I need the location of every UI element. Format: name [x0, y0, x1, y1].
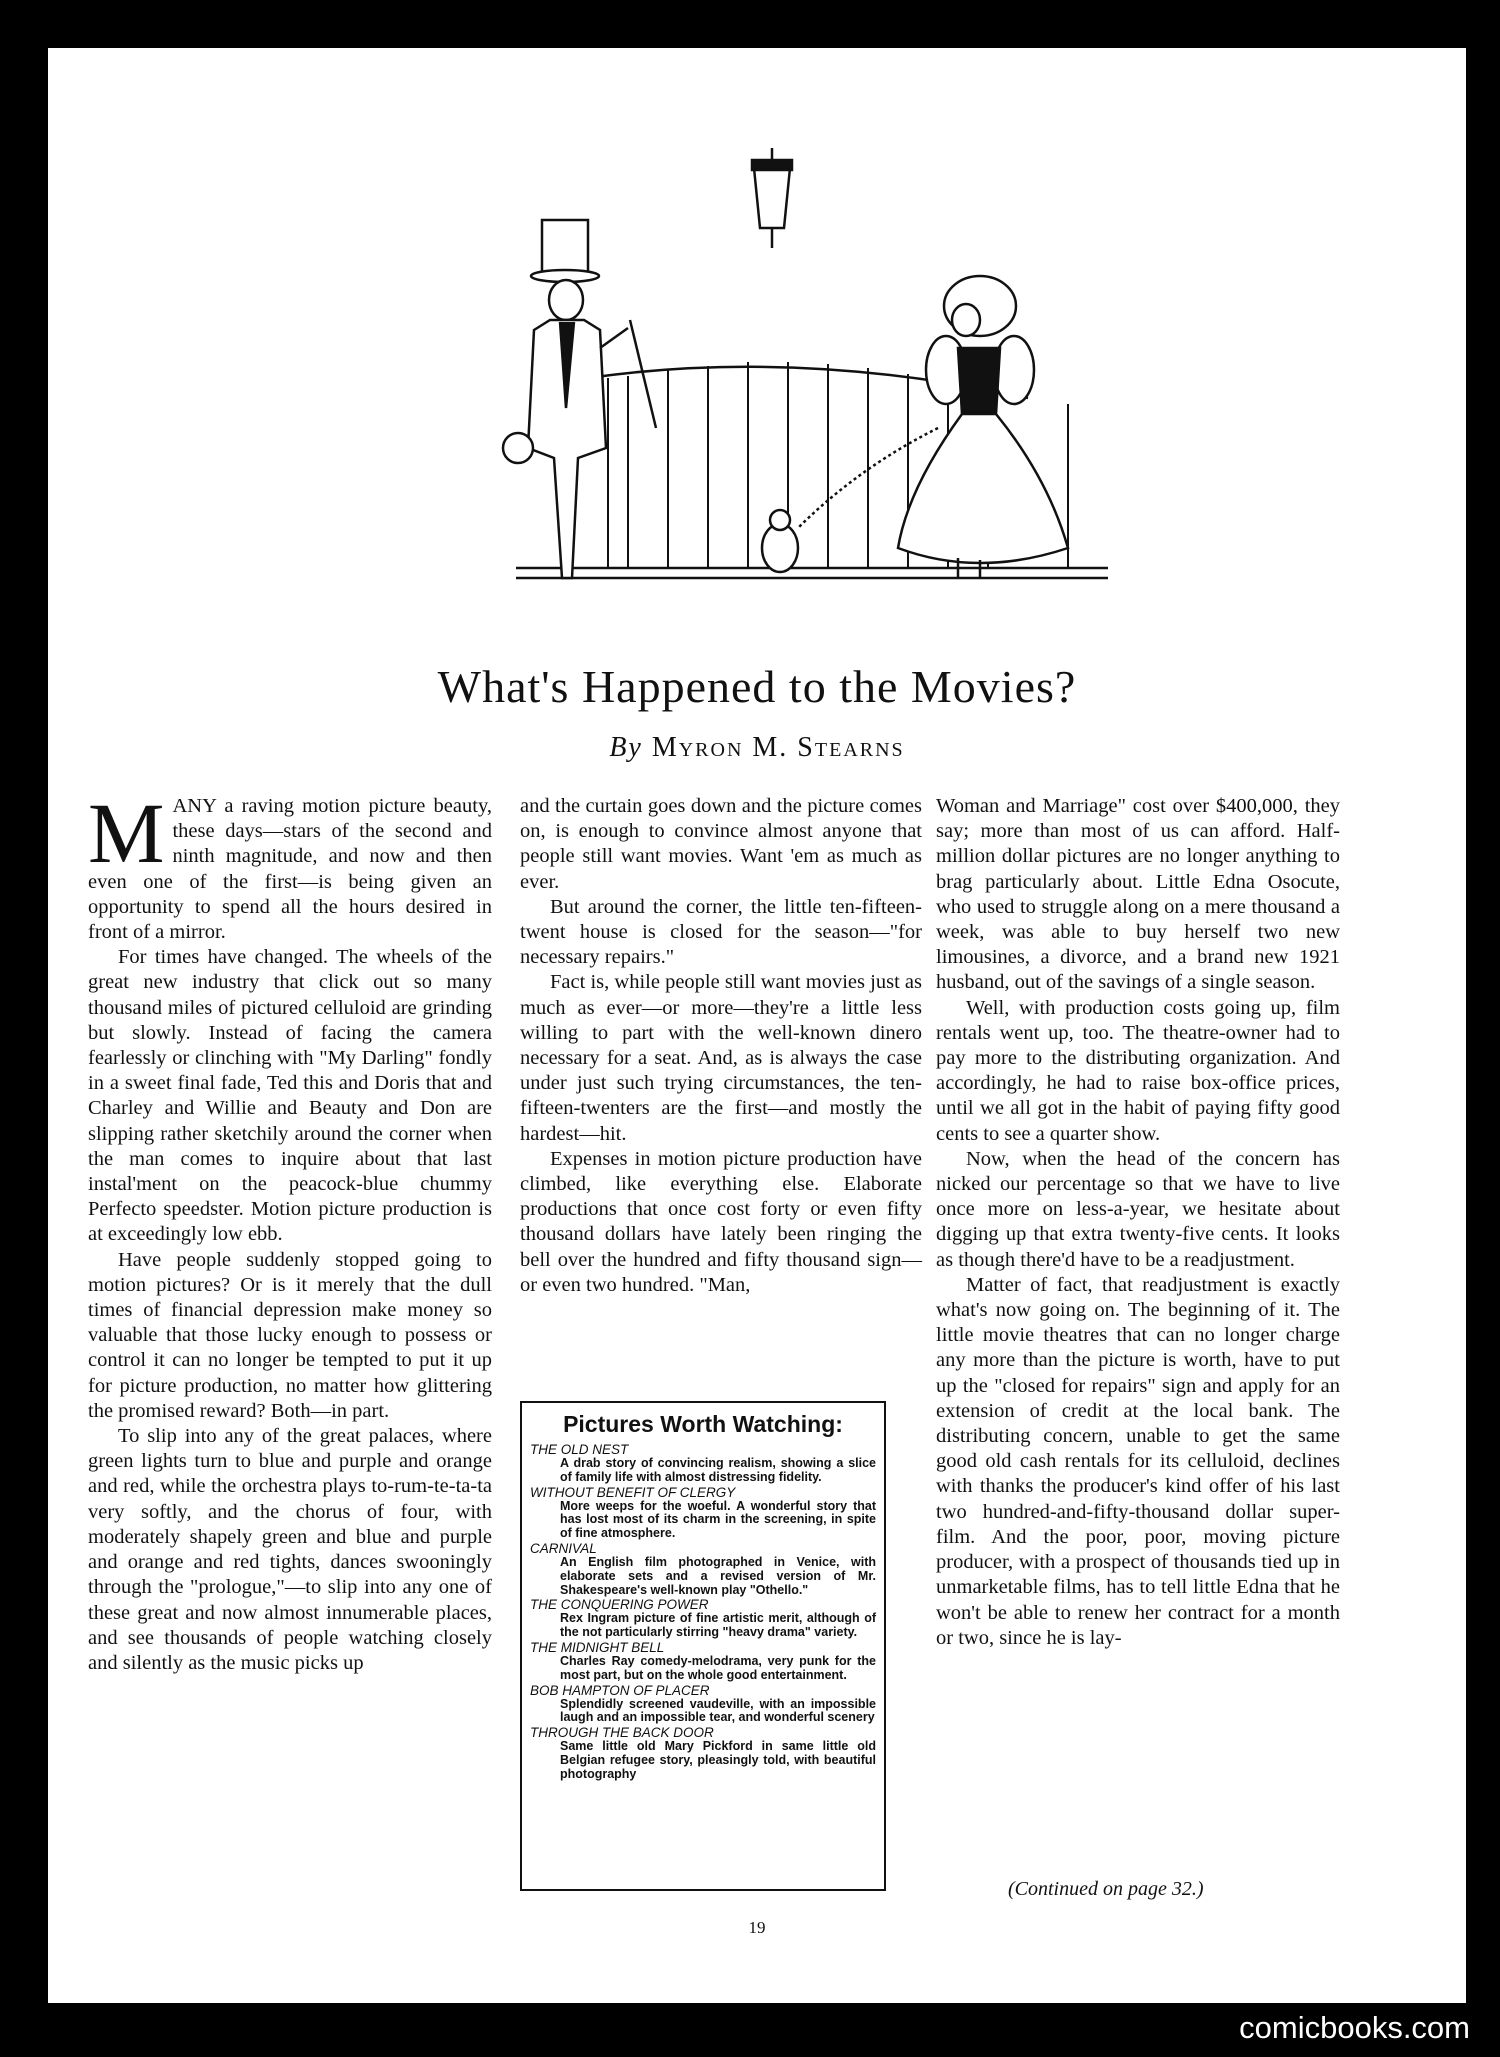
- dog-figure: [762, 510, 798, 572]
- byline-author: Myron M. Stearns: [651, 732, 905, 763]
- paragraph: Woman and Marriage" cost over $400,000, they say; more than most of us can afford. Half-million dollar pictures are no longer anything to brag particularly about. Little Edna Osocute, who used to struggle along on a mere thousand a week, was able to buy herself two new limousines, a divorce, and a brand new 1921 husband, out of the savings of a single season.: [936, 795, 1340, 994]
- magazine-page: [48, 48, 1466, 2003]
- paragraph: But around the corner, the little ten-fifteen-twent house is closed for the season—"for necessary repairs.": [520, 895, 922, 969]
- film-description: An English film photographed in Venice, with elaborate sets and a revised version of Mr. Shakespeare's well-known play "Othello.": [560, 1554, 876, 1597]
- paragraph: Fact is, while people still want movies just as much as ever—or more—they're a little less willing to part with the well-known dinero necessary for a seat. And, as is always the case under just such trying circumstances, the ten-fifteen-twenters are the first—and mostly the hardest—hit.: [520, 971, 922, 1145]
- sidebar-title: Pictures Worth Watching:: [563, 1411, 843, 1437]
- byline-prefix: By: [609, 732, 643, 763]
- paragraph: Have people suddenly stopped going to motion pictures? Or is it merely that the dull times of financial depression make money so valuable that those lucky enough to possess or control it can no longer be tempted to put it up for picture production, no matter how glittering the promised reward? Both—in part.: [88, 1248, 492, 1422]
- film-description: Same little old Mary Pickford in same little old Belgian refugee story, pleasingly told, with beautiful photography: [560, 1739, 876, 1781]
- paragraph: Now, when the head of the concern has nicked our percentage so that we have to live once more on less-a-year, we hesitate about digging up that extra twenty-five cents. It looks as though there'd have to be a readjustment.: [936, 1147, 1340, 1271]
- page-number: 19: [748, 1918, 766, 1937]
- text-column-1: [88, 785, 492, 1676]
- film-description: Charles Ray comedy-melodrama, very punk for the most part, but on the whole good entertainment.: [560, 1653, 876, 1682]
- film-description: Splendidly screened vaudeville, with an impossible laugh and an impossible tear, and wonderful scenery: [560, 1696, 876, 1725]
- film-description: A drab story of convincing realism, showing a slice of family life with almost distressing fidelity.: [560, 1456, 876, 1484]
- paragraph: and the curtain goes down and the picture comes on, is enough to convince almost anyone that people still want movies. Want 'em as much as ever.: [520, 795, 922, 893]
- film-title: THROUGH THE BACK DOOR: [530, 1725, 714, 1741]
- article-title: What's Happened to the Movies?: [437, 661, 1077, 712]
- paragraph: Well, with production costs going up, film rentals went up, too. The theatre-owner had to pay more to the distributing organization. And accordingly, he had to raise box-office prices, until we all got in the habit of paying fifty good cents to see a quarter show.: [936, 996, 1340, 1145]
- byline: [48, 732, 1466, 764]
- film-title: WITHOUT BENEFIT OF CLERGY: [530, 1484, 736, 1500]
- paragraph: For times have changed. The wheels of the great new industry that click out so many thousand miles of pictured celluloid are grinding but slowly. Instead of facing the camera fearlessly or clinching with "My Darling" fondly in a sweet final fade, Ted this and Doris that and Charley and Willie and Beauty and Don are slipping rather sketchily around the corner when the man comes to inquire about that last instal'ment on the peacock-blue chummy Perfecto speedster. Motion picture production is at exceedingly low ebb.: [88, 946, 492, 1246]
- paragraph: To slip into any of the great palaces, where green lights turn to blue and purple and orange and red, while the orchestra plays to-rum-te-ta-ta very softly, and the chorus of four, with moderately shapely green and blue and purple and orange and red tights, dances swooningly through the "prologue,"—to slip into any one of these great and now almost innumerable places, and see thousands of people watching closely and silently as the music picks up: [88, 1425, 492, 1674]
- paragraph: Expenses in motion picture production have climbed, like everything else. Elaborate productions that once cost forty or even fifty thousand dollars have lately been ringing the bell over the hundred and fifty thousand sign—or even two hundred. "Man,: [520, 1147, 922, 1296]
- drop-cap: M: [88, 785, 165, 881]
- woman-figure: [798, 276, 1068, 578]
- film-title: BOB HAMPTON OF PLACER: [530, 1682, 710, 1698]
- film-description: Rex Ingram picture of fine artistic merit, although of the not particularly stirring "heavy drama" variety.: [560, 1611, 876, 1640]
- continued-note: (Continued on page 32.): [1008, 1878, 1204, 1900]
- watermark: comicbooks.com: [1239, 2010, 1470, 2045]
- text-column-2: [520, 794, 922, 1298]
- lamp-icon: [752, 148, 792, 248]
- film-title: THE MIDNIGHT BELL: [530, 1639, 665, 1655]
- text-column-3: [936, 794, 1340, 1651]
- pictures-worth-watching-box: [520, 1401, 886, 1891]
- paragraph: Matter of fact, that readjustment is exactly what's now going on. The beginning of it. The little movie theatres that can no longer charge any more than the picture is worth, have to put up the "closed for repairs" sign and apply for an extension of credit at the local bank. The distributing concern, unable to get the same good old cash rentals for its celluloid, declines with thanks the producer's kind offer of his last two hundred-and-fifty-thousand dollar super-film. And the poor, poor, moving picture producer, with a prospect of thousands tied up in unmarketable films, has to tell little Edna that he won't be able to renew her contract for a month or two, since he is lay-: [936, 1273, 1340, 1649]
- couple-at-railing-illustration: [468, 108, 1148, 628]
- film-title: THE OLD NEST: [530, 1442, 629, 1457]
- film-title: THE CONQUERING POWER: [530, 1597, 709, 1613]
- film-description: More weeps for the woeful. A wonderful story that has lost most of its charm in the screening, in spite of fine atmosphere.: [560, 1498, 876, 1541]
- film-title: CARNIVAL: [530, 1540, 597, 1556]
- man-figure: [503, 220, 656, 578]
- paragraph: ANY a raving motion picture beauty, these days—stars of the second and ninth magnitude, and now and then even one of the first—is being given an opportunity to spend all the hours desired in front of a mirror.: [88, 795, 492, 944]
